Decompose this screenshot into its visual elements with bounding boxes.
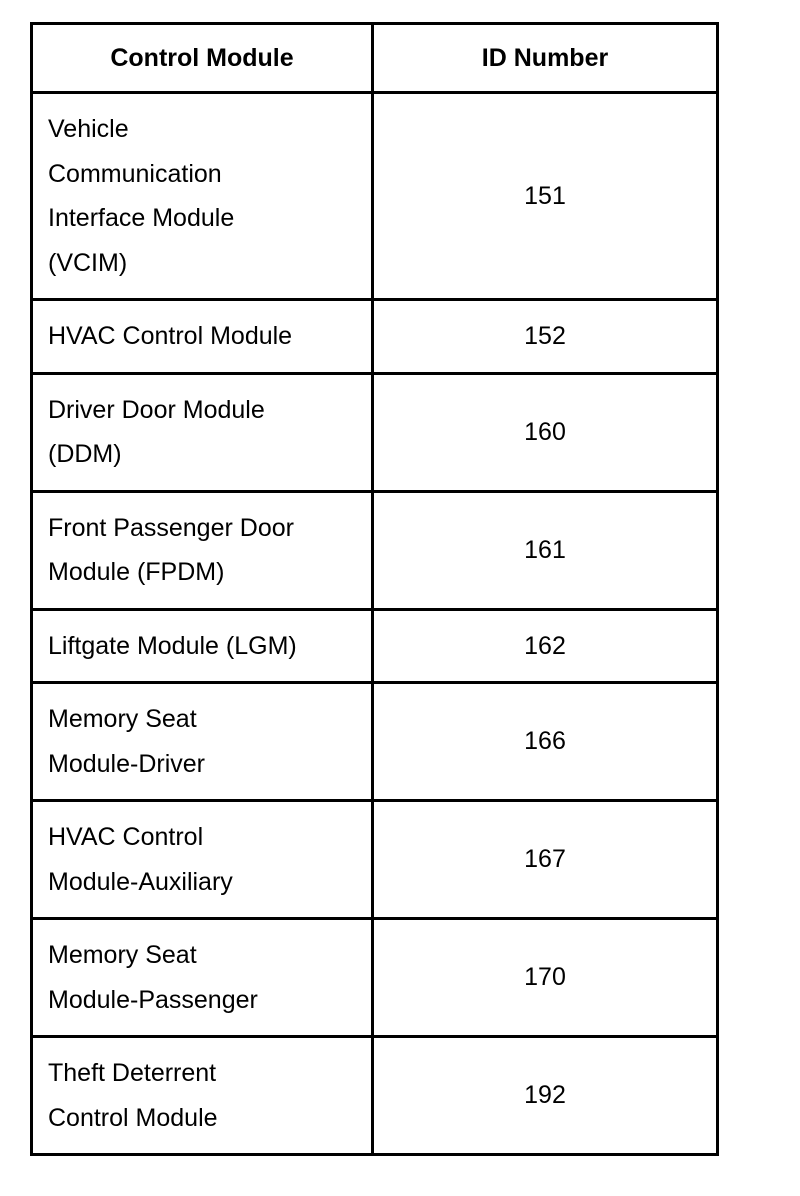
header-id-number: ID Number xyxy=(373,24,718,93)
module-name-cell xyxy=(32,801,373,919)
module-name-cell xyxy=(32,919,373,1037)
module-name-cell xyxy=(32,93,373,300)
table-row xyxy=(32,919,718,1037)
module-name: HVAC Control Module-Auxiliary xyxy=(48,823,233,896)
module-name: Front Passenger Door Module (FPDM) xyxy=(48,513,294,586)
table-row xyxy=(32,491,718,609)
module-name: Theft Deterrent Control Module xyxy=(48,1059,218,1132)
table-header-row xyxy=(32,24,718,93)
module-name: Vehicle Communication Interface Module (VCIM) xyxy=(48,115,235,277)
control-module-id-table xyxy=(30,22,719,1156)
module-name-cell xyxy=(32,300,373,374)
table-row xyxy=(32,93,718,300)
module-name-cell xyxy=(32,609,373,683)
id-number-cell: 167 xyxy=(373,801,718,919)
module-name-cell xyxy=(32,683,373,801)
header-control-module: Control Module xyxy=(32,24,373,93)
module-name: Memory Seat Module-Driver xyxy=(48,705,205,778)
id-number-cell: 151 xyxy=(373,93,718,300)
table-row xyxy=(32,609,718,683)
table-row xyxy=(32,373,718,491)
module-name: HVAC Control Module xyxy=(48,322,293,350)
id-number-cell: 152 xyxy=(373,300,718,374)
table-row xyxy=(32,1037,718,1155)
table-row xyxy=(32,683,718,801)
module-name-cell xyxy=(32,1037,373,1155)
id-number-cell: 170 xyxy=(373,919,718,1037)
id-number-cell: 160 xyxy=(373,373,718,491)
id-number-cell: 161 xyxy=(373,491,718,609)
module-name-cell xyxy=(32,373,373,491)
module-name: Liftgate Module (LGM) xyxy=(48,631,297,660)
module-name: Driver Door Module (DDM) xyxy=(48,395,265,468)
id-number-cell: 166 xyxy=(373,683,718,801)
id-number-cell: 192 xyxy=(373,1037,718,1155)
table-row xyxy=(32,300,718,374)
module-name: Memory Seat Module-Passenger xyxy=(48,941,258,1014)
module-name-cell xyxy=(32,491,373,609)
table-row xyxy=(32,801,718,919)
id-number-cell: 162 xyxy=(373,609,718,683)
